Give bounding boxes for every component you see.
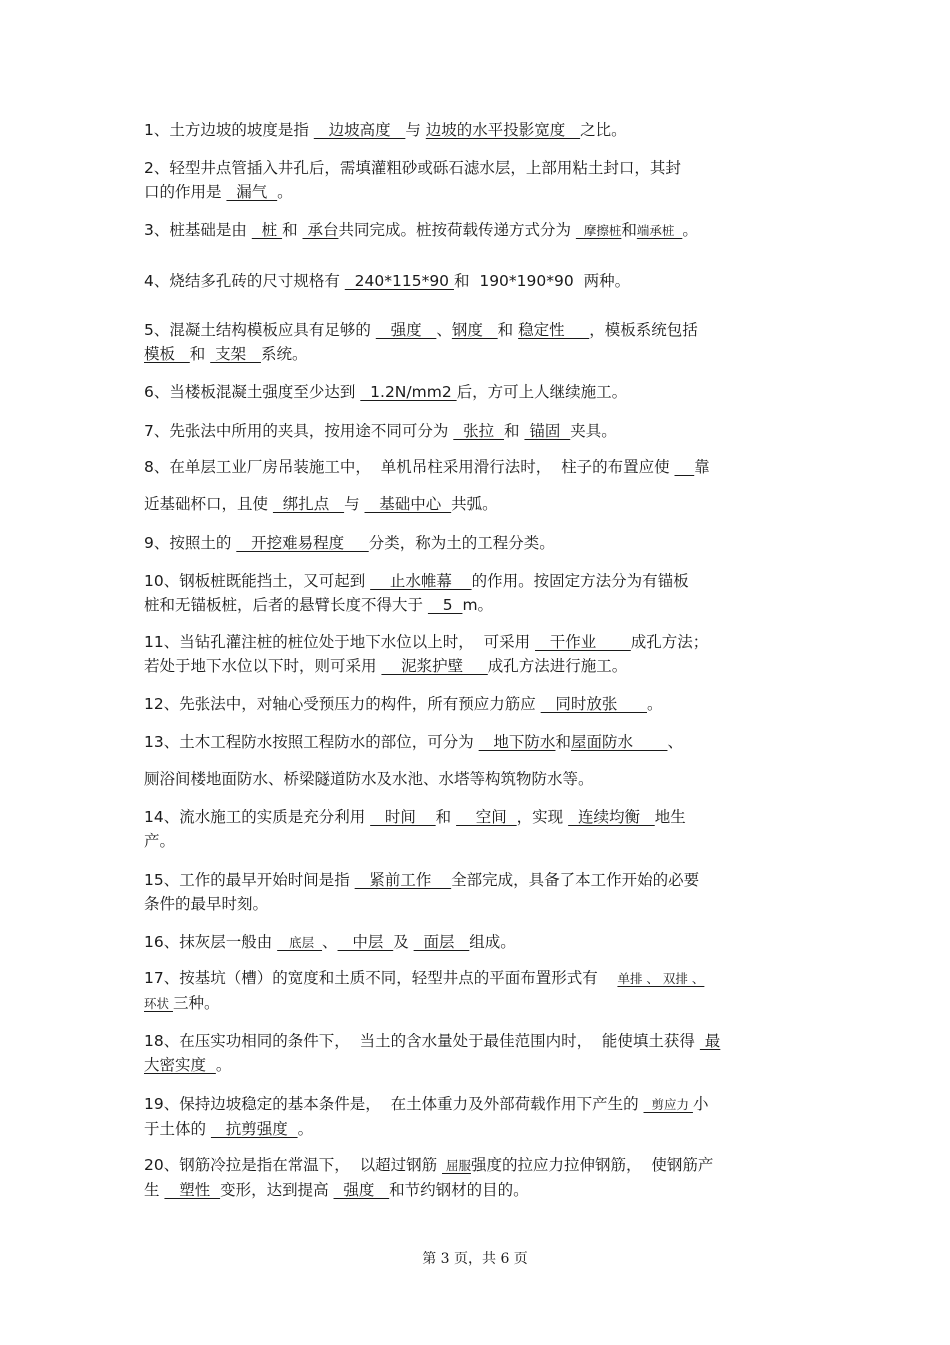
answer-blank: 连续均衡 bbox=[568, 808, 655, 826]
answer-blank: 边坡高度 bbox=[313, 121, 406, 139]
question-line bbox=[144, 654, 814, 678]
question-text: 和节约钢材的目的。 bbox=[389, 1181, 529, 1199]
question-line bbox=[144, 1153, 814, 1178]
question-line bbox=[144, 630, 814, 654]
question-line bbox=[144, 593, 814, 617]
question-text: 和 bbox=[282, 221, 303, 239]
question-text: 1、土方边坡的坡度是指 bbox=[144, 121, 314, 139]
question-line bbox=[144, 1029, 814, 1053]
answer-blank: 240*115*90 bbox=[344, 272, 454, 290]
question-text: 4、烧结多孔砖的尺寸规格有 bbox=[144, 272, 345, 290]
question-text: 、 bbox=[667, 733, 683, 751]
question-text: 和 bbox=[435, 808, 457, 826]
question-text: 。 bbox=[682, 221, 698, 239]
question-text: 靠 bbox=[694, 458, 710, 476]
question-text: 厕浴间楼地面防水、桥梁隧道防水及水池、水塔等构筑物防水等。 bbox=[144, 770, 594, 788]
answer-blank: 屈服 bbox=[442, 1158, 471, 1173]
question-line bbox=[144, 218, 814, 243]
question-text: 组成。 bbox=[469, 933, 516, 951]
question-text: 分类，称为土的工程分类。 bbox=[368, 534, 555, 552]
q1 bbox=[144, 118, 814, 142]
question-text: 三种。 bbox=[172, 994, 220, 1012]
q11 bbox=[144, 630, 814, 678]
question-text: 。 bbox=[277, 183, 293, 201]
question-text: 10、钢板桩既能挡土，又可起到 bbox=[144, 572, 371, 590]
question-text: 3、桩基础是由 bbox=[144, 221, 252, 239]
question-line bbox=[144, 930, 814, 955]
question-text: 全部完成，具备了本工作开始的必要 bbox=[451, 871, 700, 889]
question-text: 及 bbox=[393, 933, 414, 951]
question-line bbox=[144, 380, 814, 404]
question-text: 变形，达到提高 bbox=[220, 1181, 334, 1199]
q12 bbox=[144, 692, 814, 716]
answer-blank: 同时放张 bbox=[540, 695, 647, 713]
answer-blank bbox=[675, 458, 695, 476]
answer-blank: 漏气 bbox=[226, 183, 278, 201]
answer-blank: 摩擦桩 bbox=[575, 223, 622, 238]
question-text: 19、保持边坡稳定的基本条件是， 在土体重力及外部荷载作用下产生的 bbox=[144, 1095, 644, 1113]
question-line bbox=[144, 991, 814, 1016]
answer-blank: 1.2N/mm2 bbox=[360, 383, 457, 401]
answer-blank: 剪应力 bbox=[643, 1097, 693, 1112]
question-text: 。 bbox=[297, 1120, 314, 1138]
question-line bbox=[144, 449, 814, 486]
answer-blank: 空间 bbox=[456, 808, 517, 826]
question-text: ，模板系统包括 bbox=[589, 321, 698, 339]
question-line bbox=[144, 1092, 814, 1117]
question-text: 与 bbox=[405, 121, 426, 139]
answer-blank: 支架 bbox=[210, 345, 261, 363]
question-line bbox=[144, 318, 814, 342]
question-text: 7、先张法中所用的夹具，按用途不同可分为 bbox=[144, 422, 454, 440]
q17 bbox=[144, 966, 814, 1016]
question-text: 小 bbox=[692, 1095, 709, 1113]
answer-blank: 面层 bbox=[413, 933, 470, 951]
answer-blank: 屋面防水 bbox=[570, 733, 668, 751]
question-text: 与 bbox=[344, 495, 365, 513]
question-text: 16、抹灰层一般由 bbox=[144, 933, 278, 951]
question-text: 的作用。按固定方法分为有锚板 bbox=[471, 572, 689, 590]
question-text: 桩和无锚板桩，后者的悬臂长度不得大于 bbox=[144, 596, 428, 614]
answer-blank: 承台 bbox=[302, 221, 339, 239]
answer-blank: 强度 bbox=[375, 321, 437, 339]
question-line bbox=[144, 569, 814, 593]
q8 bbox=[144, 449, 814, 523]
answer-blank: 紧前工作 bbox=[354, 871, 452, 889]
question-line bbox=[144, 892, 814, 916]
q5 bbox=[144, 318, 814, 366]
answer-blank: 基础中心 bbox=[364, 495, 452, 513]
question-line bbox=[144, 805, 814, 829]
answer-blank: 抗剪强度 bbox=[210, 1120, 298, 1138]
answer-blank: 中层 bbox=[337, 933, 394, 951]
question-text: ，实现 bbox=[516, 808, 569, 826]
q10 bbox=[144, 569, 814, 617]
question-text: 。 bbox=[647, 695, 663, 713]
question-line bbox=[144, 531, 814, 555]
answer-blank: 塑性 bbox=[164, 1181, 221, 1199]
question-line bbox=[144, 118, 814, 142]
question-text: 夹具。 bbox=[570, 422, 617, 440]
q16 bbox=[144, 930, 814, 955]
question-line bbox=[144, 486, 814, 523]
answer-blank: 钢度 bbox=[451, 321, 498, 339]
question-text: 和 bbox=[189, 345, 211, 363]
question-text: 生 bbox=[144, 1181, 165, 1199]
question-text: 和 190*190*90 两种。 bbox=[453, 272, 631, 290]
answer-blank: 干作业 bbox=[535, 633, 631, 651]
question-text: 共弧。 bbox=[451, 495, 498, 513]
question-line bbox=[144, 692, 814, 716]
q19 bbox=[144, 1092, 814, 1141]
question-text: 和 bbox=[504, 422, 525, 440]
question-line bbox=[144, 419, 814, 443]
question-text: 8、在单层工业厂房吊装施工中， 单机吊柱采用滑行法时， 柱子的布置应使 bbox=[144, 458, 675, 476]
answer-blank: 边坡的水平投影宽度 bbox=[425, 121, 581, 139]
question-line bbox=[144, 1117, 814, 1141]
answer-blank: 5 bbox=[427, 596, 463, 614]
answer-blank: 稳定性 bbox=[518, 321, 590, 339]
question-line bbox=[144, 156, 814, 180]
question-text: 口的作用是 bbox=[144, 183, 227, 201]
question-text: 20、钢筋冷拉是指在常温下， 以超过钢筋 bbox=[144, 1156, 443, 1174]
q4 bbox=[144, 269, 814, 293]
question-text: 5、混凝土结构模板应具有足够的 bbox=[144, 321, 376, 339]
answer-blank: 开挖难易程度 bbox=[236, 534, 369, 552]
question-text: 、 bbox=[436, 321, 452, 339]
question-text: 若处于地下水位以下时，则可采用 bbox=[144, 657, 382, 675]
question-line bbox=[144, 761, 814, 798]
question-text: 成孔方法； bbox=[630, 633, 709, 651]
q9 bbox=[144, 531, 814, 555]
question-text: 13、土木工程防水按照工程防水的部位，可分为 bbox=[144, 733, 479, 751]
question-text: 系统。 bbox=[260, 345, 308, 363]
question-text: 之比。 bbox=[580, 121, 627, 139]
question-text: 9、按照土的 bbox=[144, 534, 237, 552]
answer-blank: 模板 bbox=[144, 345, 190, 363]
question-line bbox=[144, 180, 814, 204]
answer-blank: 泥浆护壁 bbox=[381, 657, 488, 675]
question-text: 成孔方法进行施工。 bbox=[487, 657, 628, 675]
question-line bbox=[144, 868, 814, 892]
answer-blank: 底层 bbox=[277, 935, 323, 950]
question-text: 产。 bbox=[144, 832, 176, 850]
question-text: 强度的拉应力拉伸钢筋， 使钢筋产 bbox=[471, 1156, 714, 1174]
question-text: m。 bbox=[462, 596, 494, 614]
q7 bbox=[144, 419, 814, 443]
answer-blank: 桩 bbox=[251, 221, 283, 239]
question-text: 15、工作的最早开始时间是指 bbox=[144, 871, 355, 889]
answer-blank: 锚固 bbox=[524, 422, 571, 440]
q3 bbox=[144, 218, 814, 243]
answer-blank: 张拉 bbox=[453, 422, 505, 440]
answer-blank: 单排 、 双排 、 bbox=[617, 971, 705, 986]
question-text: 地生 bbox=[654, 808, 686, 826]
question-text: 和 bbox=[621, 221, 637, 239]
question-line bbox=[144, 342, 814, 366]
question-text: 6、当楼板混凝土强度至少达到 bbox=[144, 383, 361, 401]
question-line bbox=[144, 966, 814, 991]
answer-blank: 时间 bbox=[370, 808, 436, 826]
answer-blank: 最 bbox=[699, 1032, 721, 1050]
question-text: 和 bbox=[497, 321, 519, 339]
question-text: 2、轻型井点管插入井孔后，需填灌粗砂或砾石滤水层，上部用粘土封口，其封 bbox=[144, 159, 681, 177]
question-text: 条件的最早时刻。 bbox=[144, 895, 269, 913]
answer-blank: 端承桩 bbox=[636, 223, 683, 238]
question-line bbox=[144, 1178, 814, 1202]
q18 bbox=[144, 1029, 814, 1077]
question-text: 、 bbox=[322, 933, 338, 951]
question-line bbox=[144, 829, 814, 853]
question-text: 于土体的 bbox=[144, 1120, 211, 1138]
q20 bbox=[144, 1153, 814, 1202]
answer-blank: 止水帷幕 bbox=[370, 572, 472, 590]
question-text: 14、流水施工的实质是充分利用 bbox=[144, 808, 371, 826]
answer-blank: 强度 bbox=[333, 1181, 390, 1199]
answer-blank: 绑扎点 bbox=[272, 495, 345, 513]
q2 bbox=[144, 156, 814, 204]
q13 bbox=[144, 724, 814, 798]
page-footer: 第 3 页，共 6 页 bbox=[422, 1251, 528, 1267]
answer-blank: 大密实度 bbox=[144, 1056, 216, 1074]
question-line bbox=[144, 269, 814, 293]
answer-blank: 地下防水 bbox=[478, 733, 556, 751]
question-text: 17、按基坑（槽）的宽度和土质不同，轻型井点的平面布置形式有 bbox=[144, 969, 618, 987]
question-text: 18、在压实功相同的条件下， 当土的含水量处于最佳范围内时， 能使填土获得 bbox=[144, 1032, 700, 1050]
question-line bbox=[144, 724, 814, 761]
question-text: 。 bbox=[215, 1056, 232, 1074]
question-line bbox=[144, 1053, 814, 1077]
q6 bbox=[144, 380, 814, 404]
question-text: 后，方可上人继续施工。 bbox=[456, 383, 628, 401]
question-text: 11、当钻孔灌注桩的桩位处于地下水位以上时， 可采用 bbox=[144, 633, 536, 651]
question-text: 共同完成。桩按荷载传递方式分为 bbox=[338, 221, 576, 239]
question-text: 12、先张法中，对轴心受预压力的构件，所有预应力筋应 bbox=[144, 695, 541, 713]
q14 bbox=[144, 805, 814, 853]
question-text: 近基础杯口，且使 bbox=[144, 495, 273, 513]
question-text: 和 bbox=[555, 733, 571, 751]
answer-blank: 环状 bbox=[144, 996, 173, 1011]
q15 bbox=[144, 868, 814, 916]
